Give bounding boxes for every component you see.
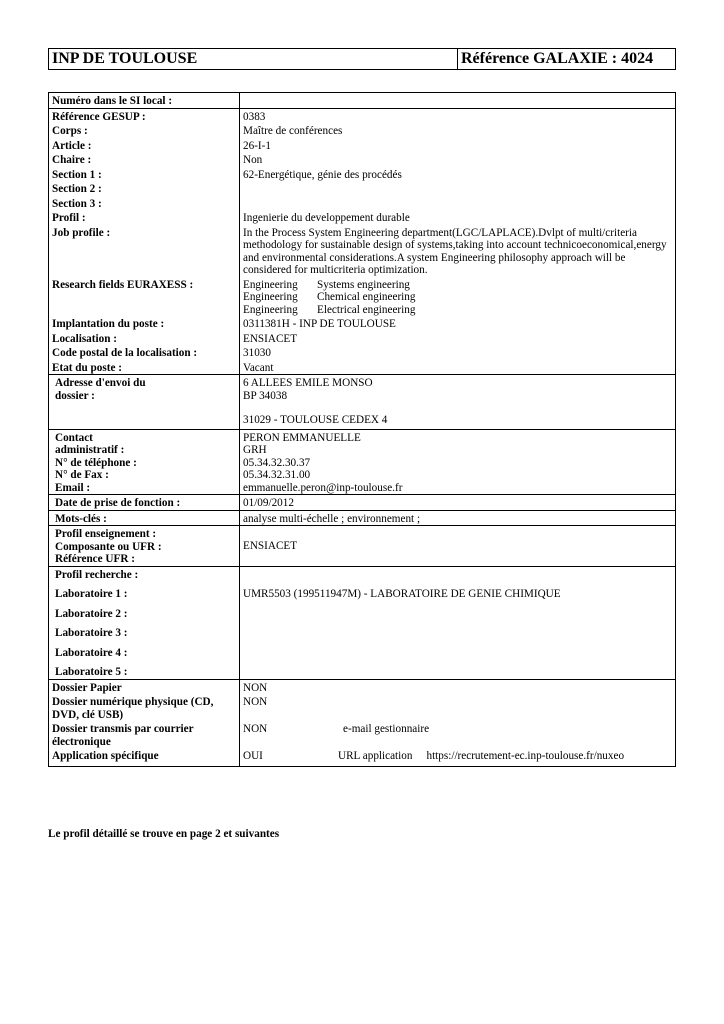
- value: [240, 645, 676, 665]
- label: Profil recherche :: [49, 566, 240, 586]
- label: Section 3 :: [49, 196, 240, 211]
- row-section2: [49, 181, 676, 196]
- label: Date de prise de fonction :: [49, 495, 240, 511]
- value: NON: [240, 694, 676, 721]
- row-implantation: [49, 316, 676, 331]
- row-profil: [49, 210, 676, 225]
- row-localisation: [49, 331, 676, 346]
- row-code-postal: [49, 345, 676, 360]
- label: Laboratoire 1 :: [49, 586, 240, 606]
- email-gestionnaire-label: e-mail gestionnaire: [343, 723, 430, 735]
- job-posting-table: [48, 92, 676, 767]
- value: Non: [240, 152, 676, 167]
- row-dossier-numerique: [49, 694, 676, 721]
- label: Mots-clés :: [49, 510, 240, 526]
- subfield: Chemical engineering: [317, 291, 416, 303]
- value: 26-I-1: [240, 138, 676, 153]
- row-labo3: [49, 625, 676, 645]
- label: Section 2 :: [49, 181, 240, 196]
- field: Engineering: [243, 303, 298, 316]
- value: In the Process System Engineering department(LGC/LAPLACE).Dvlpt of multi/criteria methodology for sustainable design of systems,taking into account technicoeconomical,energy and environmental considerations.A system Engineering philosophy approach will be considered for multicriteria optimization.: [240, 225, 676, 277]
- label: Code postal de la localisation :: [49, 345, 240, 360]
- label: Dossier numérique physique (CD, DVD, clé USB): [49, 694, 240, 721]
- value: [240, 721, 676, 748]
- label: Laboratoire 2 :: [49, 606, 240, 626]
- row-section3: [49, 196, 676, 211]
- row-section1: [49, 167, 676, 182]
- label: Article :: [49, 138, 240, 153]
- footer-note: Le profil détaillé se trouve en page 2 et suivantes: [48, 828, 280, 840]
- contact-phone: 05.34.32.30.37: [243, 456, 311, 469]
- row-gesup: [49, 108, 676, 123]
- label: Chaire :: [49, 152, 240, 167]
- value: Ingenierie du developpement durable: [240, 210, 676, 225]
- euraxess-field-row: [243, 304, 672, 317]
- row-chaire: [49, 152, 676, 167]
- value: [240, 277, 676, 317]
- contact-service: GRH: [243, 444, 267, 456]
- label: Corps :: [49, 123, 240, 138]
- label: Application spécifique: [49, 748, 240, 766]
- value: [240, 748, 676, 766]
- label-line: N° de téléphone :: [55, 456, 137, 469]
- row-dossier-papier: [49, 679, 676, 694]
- euraxess-field-row: [243, 291, 672, 304]
- label-line: Adresse d'envoi du: [55, 377, 146, 389]
- value: Vacant: [240, 360, 676, 375]
- label: [49, 429, 240, 495]
- field: Engineering: [243, 291, 298, 303]
- value: [240, 606, 676, 626]
- address-line: BP 34038: [243, 389, 288, 402]
- row-etat: [49, 360, 676, 375]
- row-application: [49, 748, 676, 766]
- subfield: Electrical engineering: [317, 303, 416, 316]
- value: [240, 93, 676, 109]
- value: [240, 566, 676, 586]
- application-url-link[interactable]: https://recrutement-ec.inp-toulouse.fr/nuxeo: [426, 750, 625, 762]
- label-line: Email :: [55, 481, 91, 494]
- label: Laboratoire 5 :: [49, 664, 240, 679]
- url-label: URL application: [338, 750, 413, 762]
- label-line: dossier :: [55, 389, 95, 402]
- label-line: Composante ou UFR :: [55, 540, 162, 553]
- subfield: Systems engineering: [317, 278, 410, 291]
- euraxess-field-row: [243, 279, 672, 292]
- value: analyse multi-échelle ; environnement ;: [240, 510, 676, 526]
- row-dossier-mail: [49, 721, 676, 748]
- label: Référence GESUP :: [49, 108, 240, 123]
- label: Implantation du poste :: [49, 316, 240, 331]
- row-contact: [49, 429, 676, 495]
- label: Laboratoire 3 :: [49, 625, 240, 645]
- label-line: Référence UFR :: [55, 553, 135, 565]
- label: Etat du poste :: [49, 360, 240, 375]
- row-profil-recherche: [49, 566, 676, 586]
- label-line: N° de Fax :: [55, 469, 109, 481]
- contact-email: emmanuelle.peron@inp-toulouse.fr: [243, 481, 403, 494]
- contact-name: PERON EMMANUELLE: [243, 431, 361, 444]
- document-header: [48, 48, 676, 70]
- row-si-local: [49, 93, 676, 109]
- value: [240, 375, 676, 430]
- label: Job profile :: [49, 225, 240, 277]
- value: 0311381H - INP DE TOULOUSE: [240, 316, 676, 331]
- label-line: administratif :: [55, 444, 125, 456]
- value: [240, 181, 676, 196]
- row-labo4: [49, 645, 676, 665]
- row-article: [49, 138, 676, 153]
- row-corps: [49, 123, 676, 138]
- application-value: OUI: [243, 750, 263, 762]
- institution-name: INP DE TOULOUSE: [49, 49, 458, 69]
- value: 01/09/2012: [240, 495, 676, 511]
- value: [240, 526, 676, 567]
- field: Engineering: [243, 278, 298, 291]
- label: Laboratoire 4 :: [49, 645, 240, 665]
- value: ENSIACET: [240, 331, 676, 346]
- label-line: Profil enseignement :: [55, 528, 157, 540]
- row-labo2: [49, 606, 676, 626]
- value: [240, 429, 676, 495]
- contact-fax: 05.34.32.31.00: [243, 469, 311, 481]
- address-line: 31029 - TOULOUSE CEDEX 4: [243, 414, 388, 426]
- value: 0383: [240, 108, 676, 123]
- row-mots-cles: [49, 510, 676, 526]
- label: Research fields EURAXESS :: [49, 277, 240, 317]
- value: 62-Energétique, génie des procédés: [240, 167, 676, 182]
- value: [240, 196, 676, 211]
- row-euraxess: [49, 277, 676, 317]
- value: [240, 664, 676, 679]
- label: Profil :: [49, 210, 240, 225]
- value: 31030: [240, 345, 676, 360]
- row-labo5: [49, 664, 676, 679]
- label: Dossier Papier: [49, 679, 240, 694]
- galaxie-reference: Référence GALAXIE : 4024: [461, 50, 654, 67]
- row-adresse: [49, 375, 676, 430]
- address-line: 6 ALLEES EMILE MONSO: [243, 377, 373, 389]
- label: Numéro dans le SI local :: [49, 93, 240, 109]
- row-labo1: [49, 586, 676, 606]
- label: Dossier transmis par courrier électronique: [49, 721, 240, 748]
- value: NON: [240, 679, 676, 694]
- ufr-value: ENSIACET: [243, 540, 298, 552]
- value: Maître de conférences: [240, 123, 676, 138]
- dossier-mail-value: NON: [243, 723, 268, 735]
- label-line: Contact: [55, 431, 93, 444]
- row-date-prise: [49, 495, 676, 511]
- label: Section 1 :: [49, 167, 240, 182]
- row-enseignement: [49, 526, 676, 567]
- label: Localisation :: [49, 331, 240, 346]
- label: [49, 375, 240, 430]
- row-job-profile: [49, 225, 676, 277]
- label: [49, 526, 240, 567]
- value: UMR5503 (199511947M) - LABORATOIRE DE GENIE CHIMIQUE: [240, 586, 676, 606]
- value: [240, 625, 676, 645]
